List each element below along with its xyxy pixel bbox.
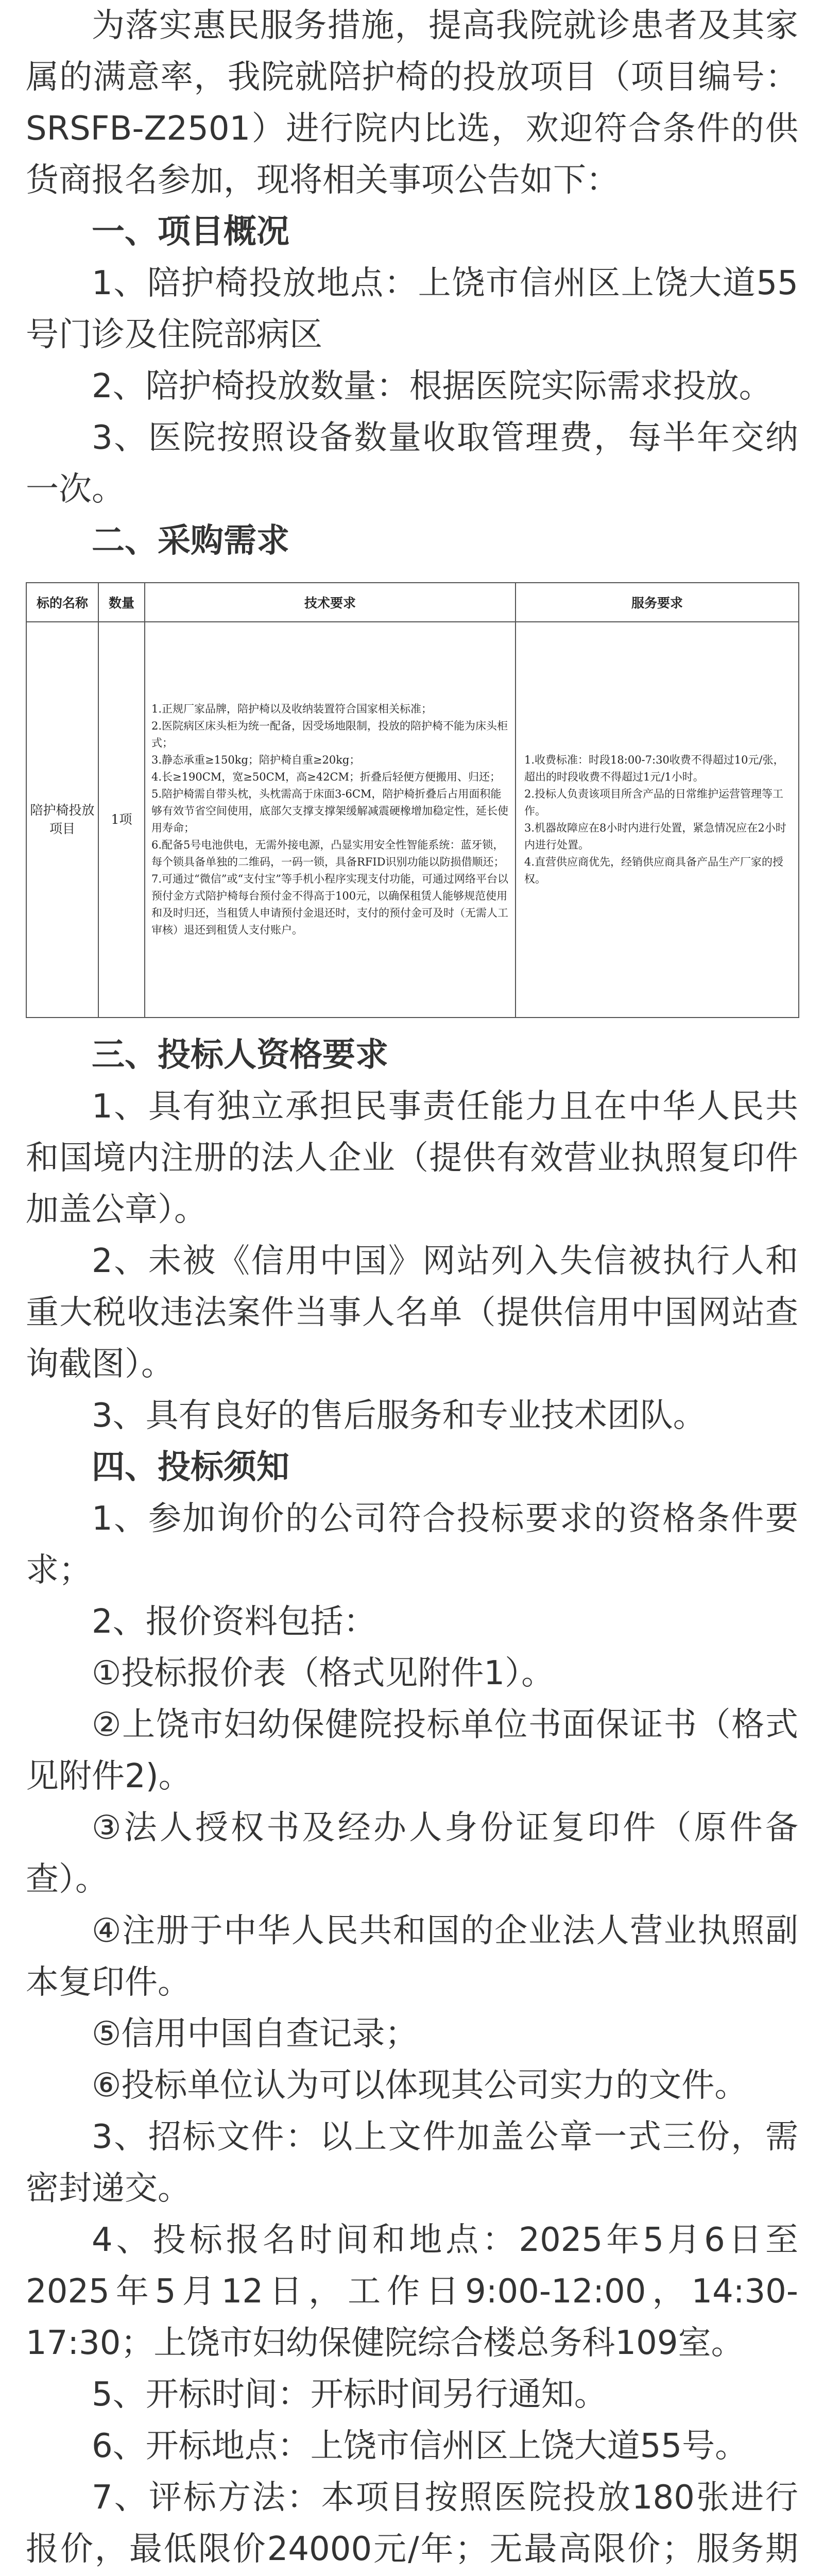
tech-requirement-1: 1.正规厂家品牌，陪护椅以及收纳装置符合国家相关标准； [151, 703, 433, 715]
notes-item-5: 5、开标时间：开标时间另行通知。 [92, 2376, 607, 2414]
header-item-name: 标的名称 [26, 583, 98, 622]
notes-item-1: 1、参加询价的公司符合投标要求的资格条件要求； [26, 1500, 798, 1589]
notes-item-3: 3、招标文件：以上文件加盖公章一式三份，需密封递交。 [26, 2118, 798, 2208]
cell-quantity: 1项 [98, 622, 145, 1018]
overview-item-location: 1、陪护椅投放地点：上饶市信州区上饶大道55号门诊及住院部病区 [26, 264, 798, 354]
cell-item-name: 陪护椅投放项目 [26, 622, 98, 1018]
tech-requirement-5: 5.陪护椅需自带头枕，头枕需高于床面3-6CM，陪护椅折叠后占用面积能够有效节省空间使用，底部欠支撑支撑架缓解减震硬橡增加稳定性，延长使用寿命； [151, 788, 508, 834]
qualification-item-1: 1、具有独立承担民事责任能力且在中华人民共和国境内注册的法人企业（提供有效营业执照复印件加盖公章）。 [26, 1088, 798, 1229]
notes-subitem-4: ④注册于中华人民共和国的企业法人营业执照副本复印件。 [26, 1912, 798, 2002]
notes-subitem-1: ①投标报价表（格式见附件1）。 [92, 1654, 555, 1692]
notes-item-6: 6、开标地点：上饶市信州区上饶大道55号。 [92, 2427, 748, 2465]
requirements-table-wrapper [26, 582, 798, 1018]
tech-requirement-4: 4.长≥190CM，宽≥50CM，高≥42CM；折叠后轻便方便搬用、归还； [151, 771, 501, 783]
announcement-body [26, 0, 798, 2576]
intro-paragraph: 为落实惠民服务措施，提高我院就诊患者及其家属的满意率，我院就陪护椅的投放项目（项目编号：SRSFB-Z2501）进行院内比选，欢迎符合条件的供货商报名参加，现将相关事项公告如下： [26, 7, 798, 199]
section-heading-bidding-notes: 四、投标须知 [92, 1448, 289, 1486]
cell-technical-requirements [145, 622, 516, 1018]
notes-item-7: 7、评标方法：本项目按照医院投放180张进行报价，最低限价24000元/年；无最高限价；服务期 [26, 2479, 798, 2568]
tech-requirement-7: 7.可通过“微信”或“支付宝”等手机小程序实现支付功能，可通过网络平台以预付金方式陪护椅每台预付金不得高于100元，以确保租赁人能够规范使用和及时归还，当租赁人申请预付金退还时，支付的预付金可及时（无需人工审核）退还到租赁人支付账户。 [151, 873, 508, 936]
tech-requirement-6: 6.配备5号电池供电，无需外接电源，凸显实用安全性智能系统：蓝牙锁，每个锁具备单独的二维码，一码一锁，具备RFID识别功能以防损借顺还； [151, 839, 505, 868]
notes-subitem-6: ⑥投标单位认为可以体现其公司实力的文件。 [92, 2066, 748, 2105]
overview-item-fee: 3、医院按照设备数量收取管理费，每半年交纳一次。 [26, 419, 798, 509]
overview-item-quantity: 2、陪护椅投放数量：根据医院实际需求投放。 [92, 367, 772, 405]
header-technical-requirements: 技术要求 [145, 583, 516, 622]
notes-subitem-2: ②上饶市妇幼保健院投标单位书面保证书（格式见附件2)。 [26, 1706, 798, 1795]
section-heading-qualifications: 三、投标人资格要求 [92, 1036, 388, 1074]
service-requirement-2: 2.投标人负责该项目所含产品的日常维护运营管理等工作。 [524, 788, 784, 817]
section-heading-overview: 一、项目概况 [92, 213, 289, 251]
section-heading-requirements: 二、采购需求 [92, 522, 289, 560]
table-row [26, 622, 799, 1018]
notes-item-4: 4、投标报名时间和地点：2025年5月6日至2025年5月12日，工作日9:00-12:00，14:30-17:30；上饶市妇幼保健院综合楼总务科109室。 [26, 2221, 798, 2362]
service-requirement-4: 4.直营供应商优先，经销供应商具备产品生产厂家的授权。 [524, 856, 784, 885]
requirements-table [26, 582, 799, 1018]
notes-subitem-5: ⑤信用中国自查记录； [92, 2015, 418, 2053]
notes-subitem-3: ③法人授权书及经办人身份证复印件（原件备查）。 [26, 1809, 798, 1899]
service-requirement-1: 1.收费标准：时段18:00-7:30收费不得超过10元/张，超出的时段收费不得超过1元/1小时。 [524, 754, 784, 783]
header-service-requirements: 服务要求 [516, 583, 799, 622]
tech-requirement-2: 2.医院病区床头柜为统一配备，因受场地限制，投放的陪护椅不能为床头柜式； [151, 720, 508, 749]
service-requirement-3: 3.机器故障应在8小时内进行处置，紧急情况应在2小时内进行处置。 [524, 822, 786, 851]
qualification-item-3: 3、具有良好的售后服务和专业技术团队。 [92, 1397, 706, 1435]
qualification-item-2: 2、未被《信用中国》网站列入失信被执行人和重大税收违法案件当事人名单（提供信用中国网站查询截图）。 [26, 1242, 798, 1383]
cell-service-requirements [516, 622, 799, 1018]
header-quantity: 数量 [98, 583, 145, 622]
tech-requirement-3: 3.静态承重≥150kg；陪护椅自重≥20kg； [151, 754, 360, 766]
notes-item-2: 2、报价资料包括： [92, 1603, 376, 1641]
table-header-row [26, 583, 799, 622]
